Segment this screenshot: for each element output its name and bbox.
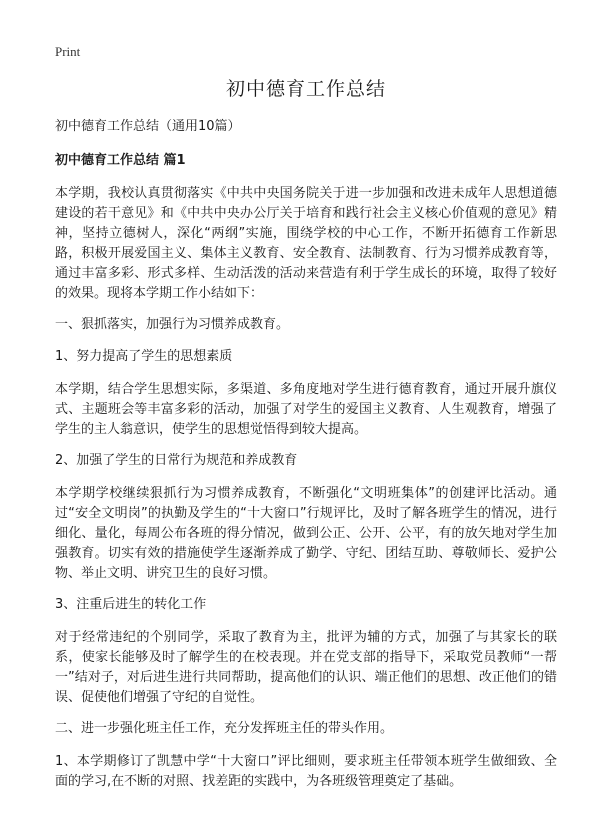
subheading-2: 2、加强了学生的日常行为规范和养成教育: [55, 453, 298, 468]
heading-part-two: 二、进一步强化班主任工作，充分发挥班主任的带头作用。: [55, 721, 394, 736]
intro-paragraph: 本学期，我校认真贯彻落实《中共中央国务院关于进一步加强和改进未成年人思想道德建设的若干意见》和《中共中央办公厅关于培育和践行社会主义核心价值观的意见》精神，坚持立德树人，深化“两纲”实施，围绕学校的中心工作，不断开拓德育工作新思路，积极开展爱国主义、集体主义教育、安全教育、法制教育、行为习惯养成教育等，通过丰富多彩、形式多样、生动活泼的活动来营造有利于学生成长的环境，取得了较好的效果。现将本学期工作小结如下：: [55, 186, 557, 301]
section-heading: 初中德育工作总结 篇1: [55, 153, 186, 168]
print-label[interactable]: Print: [55, 44, 81, 59]
subheading-1: 1、努力提高了学生的思想素质: [55, 349, 233, 364]
heading-part-one: 一、狠抓落实，加强行为习惯养成教育。: [55, 317, 290, 332]
paragraph-behavior-norms: 本学期学校继续狠抓行为习惯养成教育，不断强化“文明班集体”的创建评比活动。通过“安全文明岗”的执勤及学生的“十大窗口”行规评比，及时了解各班学生的情况，进行细化、量化，每周公布各班的得分情况，做到公正、公开、公平，有的放矢地对学生加强教育。切实有效的措施使学生逐渐养成了勤学、守纪、团结互助、尊敬师长、爱护公物、举止文明、讲究卫生的良好习惯。: [55, 486, 557, 581]
paragraph-class-rules: 1、本学期修订了凯慧中学“十大窗口”评比细则，要求班主任带领本班学生做细致、全面的学习,在不断的对照、找差距的实践中，为各班级管理奠定了基础。: [55, 754, 557, 789]
document-title: 初中德育工作总结: [225, 78, 386, 100]
subheading-3: 3、注重后进生的转化工作: [55, 597, 207, 612]
paragraph-thought-quality: 本学期，结合学生思想实际，多渠道、多角度地对学生进行德育教育，通过开展升旗仪式、主题班会等丰富多彩的活动，加强了对学生的爱国主义教育、人生观教育，增强了学生的主人翁意识，使学生的思想觉悟得到较大提高。: [55, 382, 557, 437]
document-subtitle: 初中德育工作总结（通用10篇）: [55, 119, 241, 134]
paragraph-underachievers: 对于经常违纪的个别同学，采取了教育为主，批评为辅的方式，加强了与其家长的联系，使家长能够及时了解学生的在校表现。并在党支部的指导下，采取党员教师“一帮一”结对子，对后进生进行共同帮助，提高他们的认识、端正他们的思想、改正他们的错误、促使他们增强了守纪的自觉性。: [55, 630, 557, 705]
